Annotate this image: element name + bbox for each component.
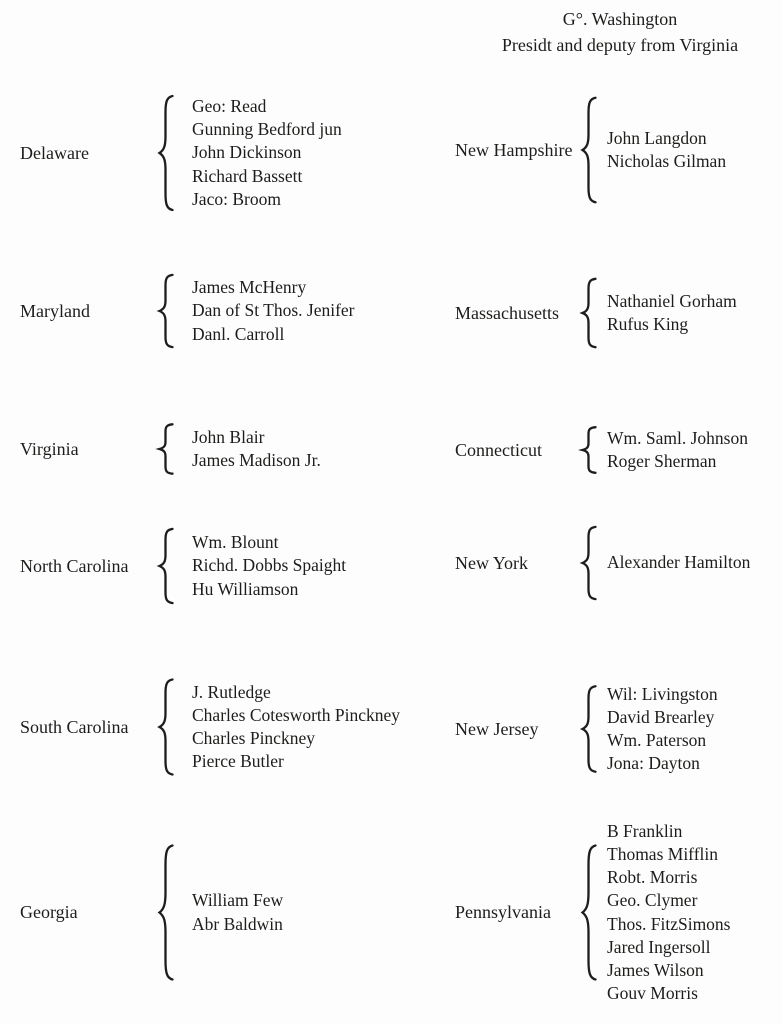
state-group-virginia (20, 423, 321, 475)
delegate-names-virginia (192, 426, 321, 472)
delegate-name: Gunning Bedford jun (192, 119, 342, 140)
state-label-connecticut: Connecticut (455, 439, 542, 460)
delegate-name: Thos. FitzSimons (607, 913, 731, 934)
delegate-name: Danl. Carroll (192, 323, 285, 344)
delegate-name: John Langdon (607, 127, 707, 148)
curly-brace-icon (156, 93, 176, 213)
state-group-new-hampshire (455, 95, 726, 205)
delegate-name: James McHenry (192, 277, 307, 298)
state-label-new-hampshire: New Hampshire (455, 139, 573, 160)
state-label-south-carolina: South Carolina (20, 716, 129, 737)
state-label-georgia: Georgia (20, 902, 78, 922)
delegate-name: Wil: Livingston (607, 683, 718, 704)
curly-brace-icon (579, 426, 599, 474)
state-group-new-york (455, 525, 750, 601)
state-label-new-jersey: New Jersey (455, 718, 539, 739)
delegate-name: Dan of St Thos. Jenifer (192, 300, 355, 321)
delegate-names-georgia (192, 889, 283, 935)
delegate-name: Richd. Dobbs Spaight (192, 555, 347, 576)
delegate-name: Pierce Butler (192, 751, 284, 772)
delegate-name: James Wilson (607, 959, 704, 980)
curly-brace-icon (579, 525, 599, 601)
delegate-name: J. Rutledge (192, 681, 271, 702)
state-group-massachusetts (455, 277, 737, 349)
delegate-names-new-hampshire (607, 127, 726, 173)
state-label-pennsylvania: Pennsylvania (455, 902, 551, 922)
delegate-name: Roger Sherman (607, 451, 717, 471)
delegate-name: Jona: Dayton (607, 753, 700, 774)
delegate-name: David Brearley (607, 706, 715, 727)
curly-brace-icon (156, 423, 176, 475)
curly-brace-icon (579, 842, 599, 983)
signature-header (450, 6, 782, 58)
state-label-delaware: Delaware (20, 142, 89, 163)
delegate-name: Nathaniel Gorham (607, 290, 737, 311)
state-label-maryland: Maryland (20, 300, 90, 321)
delegate-name: Nicholas Gilman (607, 151, 727, 171)
state-label-virginia: Virginia (20, 438, 79, 459)
delegate-name: Robt. Morris (607, 867, 698, 888)
delegate-names-massachusetts (607, 290, 737, 336)
delegate-names-new-jersey (607, 683, 718, 776)
delegate-names-maryland (192, 276, 355, 346)
delegate-names-connecticut (607, 427, 748, 473)
delegate-names-delaware (192, 95, 342, 211)
state-group-connecticut (455, 426, 748, 474)
state-group-pennsylvania (455, 820, 731, 1004)
delegate-name: Charles Pinckney (192, 728, 315, 748)
delegate-name: Wm. Paterson (607, 730, 707, 750)
curly-brace-icon (579, 277, 599, 349)
state-label-massachusetts: Massachusetts (455, 302, 559, 323)
state-group-georgia (20, 842, 283, 983)
state-label-north-carolina: North Carolina (20, 555, 129, 576)
delegate-name: Wm. Blount (192, 532, 279, 553)
curly-brace-icon (579, 95, 599, 205)
curly-brace-icon (156, 842, 176, 983)
state-group-maryland (20, 273, 355, 349)
curly-brace-icon (156, 527, 176, 605)
delegate-name: William Few (192, 890, 284, 911)
delegate-names-pennsylvania (607, 820, 731, 1006)
state-group-new-jersey (455, 684, 718, 774)
delegate-name: Thomas Mifflin (607, 843, 718, 864)
delegate-name: Charles Cotesworth Pinckney (192, 704, 401, 725)
delegate-name: Hu Williamson (192, 578, 299, 599)
delegate-names-south-carolina (192, 681, 400, 774)
curly-brace-icon (156, 677, 176, 777)
delegate-name: Alexander Hamilton (607, 552, 751, 573)
curly-brace-icon (579, 684, 599, 774)
delegate-name: John Blair (192, 426, 265, 447)
delegate-name: Richard Bassett (192, 165, 303, 186)
delegate-name: Geo: Read (192, 95, 267, 116)
curly-brace-icon (156, 273, 176, 349)
delegate-name: Geo. Clymer (607, 890, 698, 911)
delegate-name: Rufus King (607, 314, 689, 334)
delegate-name: B Franklin (607, 820, 683, 841)
delegate-name: Wm. Saml. Johnson (607, 427, 748, 448)
delegate-names-north-carolina (192, 531, 346, 601)
state-group-north-carolina (20, 527, 346, 605)
delegate-name: James Madison Jr. (192, 450, 321, 470)
washington-signature: G°. Washington (562, 9, 678, 29)
washington-title: Presidt and deputy from Virginia (501, 35, 739, 55)
delegate-name: Gouv Morris (607, 983, 698, 1004)
delegate-name: Jared Ingersoll (607, 936, 711, 957)
delegate-name: Abr Baldwin (192, 913, 283, 934)
state-group-delaware (20, 93, 342, 213)
state-label-new-york: New York (455, 552, 529, 573)
delegate-name: John Dickinson (192, 142, 302, 163)
delegate-name: Jaco: Broom (192, 188, 281, 209)
state-group-south-carolina (20, 677, 400, 777)
delegate-names-new-york (607, 551, 750, 574)
